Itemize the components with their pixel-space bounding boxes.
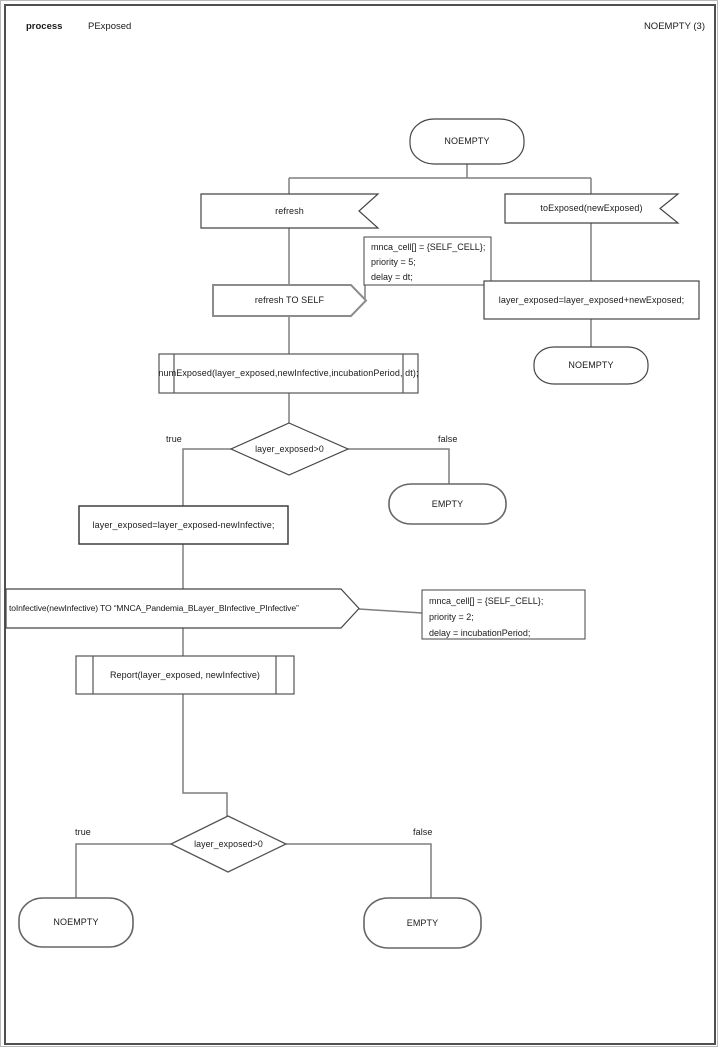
connector [348, 449, 449, 484]
action-subtract-infective[interactable]: layer_exposed=layer_exposed-newInfective; [92, 519, 275, 530]
branch-label-true: true [75, 827, 91, 837]
header-process-name: PExposed [88, 21, 132, 32]
receive-signal-toexposed[interactable]: toExposed(newExposed) [540, 203, 643, 213]
branch-label-false: false [413, 827, 433, 837]
decision-first-condition[interactable]: layer_exposed>0 [255, 443, 324, 454]
header-state-label: NOEMPTY (3) [643, 21, 705, 32]
branch-label-true: true [166, 434, 182, 444]
note-line: delay = incubationPeriod; [429, 628, 531, 638]
receive-signal-refresh[interactable]: refresh [275, 205, 304, 216]
decision-second-condition[interactable]: layer_exposed>0 [194, 838, 263, 849]
note-line: priority = 5; [371, 257, 416, 267]
procedure-numexposed[interactable]: numExposed(layer_exposed,newInfective,incubationPeriod, dt); [158, 368, 419, 378]
header-kind-label: process [26, 21, 63, 32]
note-line: mnca_cell[] = {SELF_CELL}; [371, 242, 486, 252]
send-signal-toinfective[interactable]: toInfective(newInfective) TO “MNCA_Pandemia_BLayer_BInfective_PInfective” [9, 603, 299, 613]
note-connector [359, 609, 422, 613]
send-signal-refresh-to-self[interactable]: refresh TO SELF [254, 295, 325, 305]
procedure-report[interactable]: Report(layer_exposed, newInfective) [109, 669, 261, 680]
note-line: delay = dt; [371, 272, 413, 282]
note-line: priority = 2; [429, 612, 474, 622]
state-after-toexposed[interactable]: NOEMPTY [568, 360, 614, 370]
connector [183, 694, 227, 816]
action-add-exposed[interactable]: layer_exposed=layer_exposed+newExposed; [498, 294, 685, 305]
state-end-empty[interactable]: EMPTY [406, 917, 439, 928]
state-end-noempty[interactable]: NOEMPTY [53, 917, 99, 927]
state-empty-mid[interactable]: EMPTY [431, 498, 464, 509]
connector [183, 449, 231, 506]
note-infective[interactable] [422, 590, 585, 639]
connector [286, 844, 431, 898]
branch-label-false: false [438, 434, 458, 444]
state-start[interactable]: NOEMPTY [444, 136, 490, 146]
note-line: mnca_cell[] = {SELF_CELL}; [429, 596, 544, 606]
connector [76, 844, 171, 899]
note-refresh[interactable] [364, 237, 491, 285]
